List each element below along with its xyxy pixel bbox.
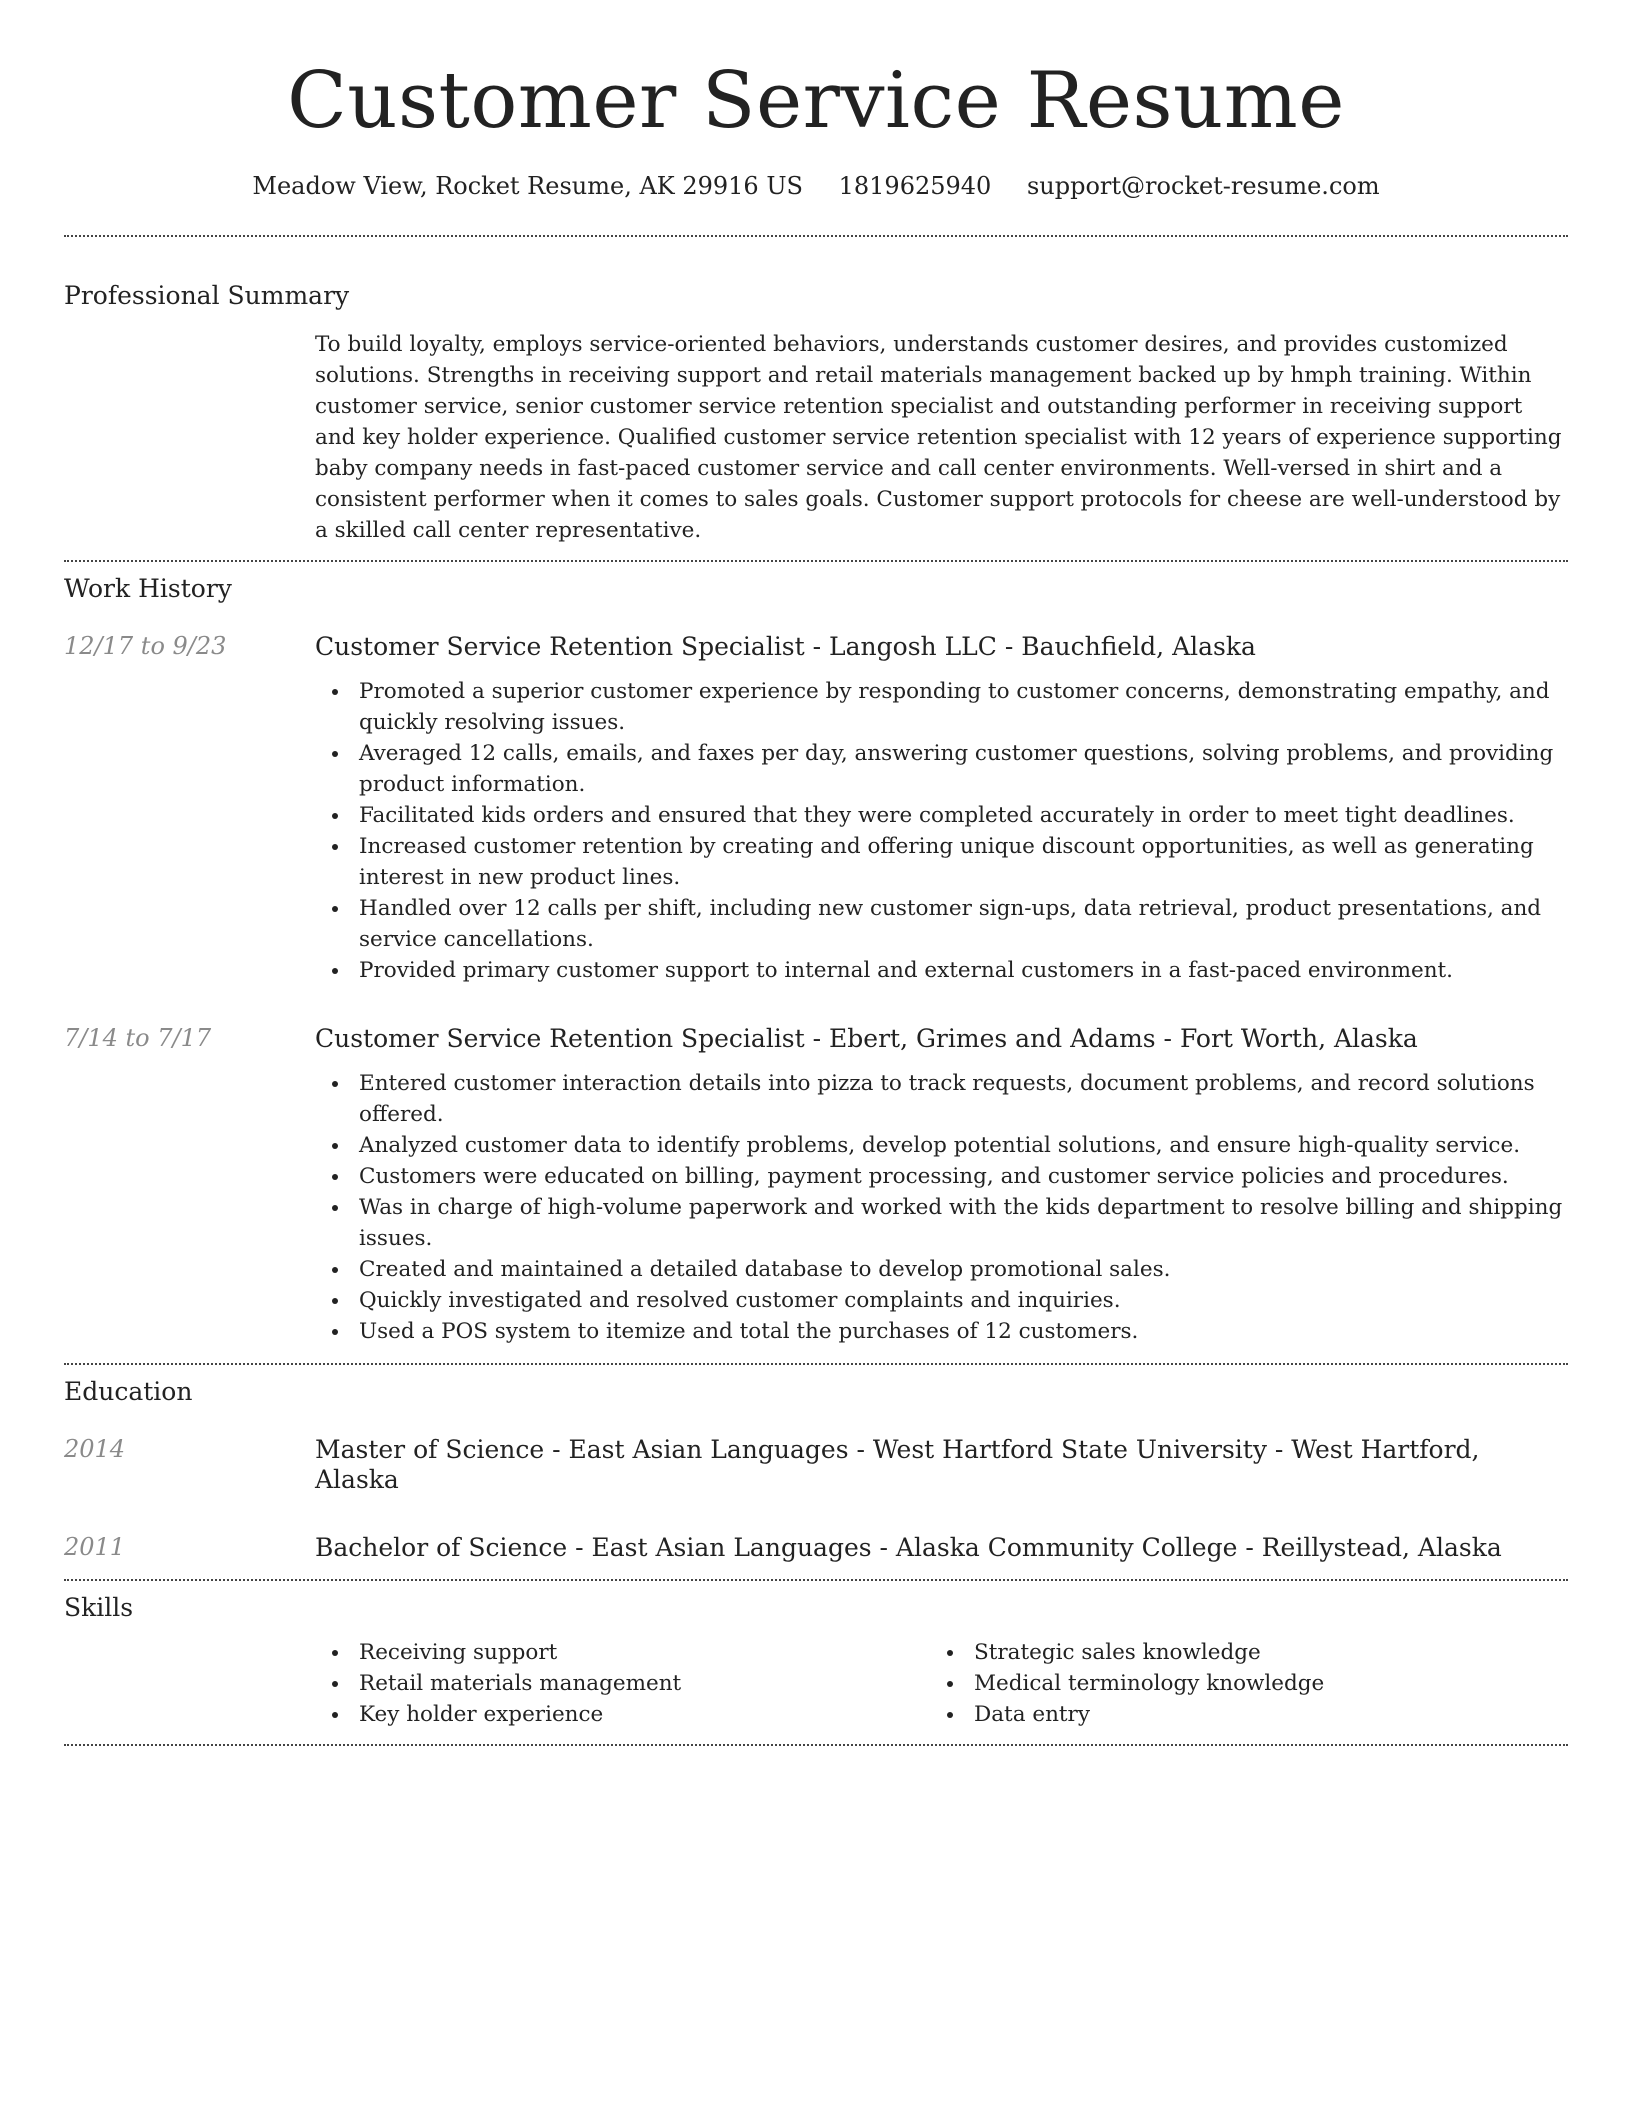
list-item: Facilitated kids orders and ensured that they were completed accurately in order to meet tight deadlines. [315,800,1568,831]
list-item: Strategic sales knowledge [930,1637,1545,1668]
divider [64,1744,1568,1746]
list-item: Promoted a superior customer experience by responding to customer concerns, demonstrating empathy, and quickly resolving issues. [315,676,1568,738]
list-item: Used a POS system to itemize and total the purchases of 12 customers. [315,1316,1568,1347]
skills-column-left [315,1637,930,1730]
job-entry [64,632,1568,986]
section-heading: Work History [64,573,232,603]
section-heading: Professional Summary [64,280,350,310]
education-section [64,1377,1568,1563]
education-entry [64,1435,1568,1495]
list-item: Averaged 12 calls, emails, and faxes per day, answering customer questions, solving problems, and providing product information. [315,738,1568,800]
divider [64,1579,1568,1581]
section-heading: Education [64,1376,193,1406]
job-title: Customer Service Retention Specialist - Ebert, Grimes and Adams - Fort Worth, Alaska [315,1023,1418,1053]
job-dates: 7/14 to 7/17 [64,1023,212,1052]
list-item: Key holder experience [315,1699,930,1730]
work-history-section [64,574,1568,1347]
skills-column-right [930,1637,1545,1730]
list-item: Retail materials management [315,1668,930,1699]
job-dates: 12/17 to 9/23 [64,631,227,660]
education-degree: Master of Science - East Asian Languages - West Hartford State University - West Hartford, Alaska [315,1434,1480,1494]
job-entry [64,1024,1568,1347]
education-entry [64,1533,1568,1563]
contact-line [64,172,1568,201]
contact-email: support@rocket-resume.com [1026,172,1380,200]
job-bullets [315,1068,1568,1347]
section-heading: Skills [64,1592,134,1622]
contact-phone: 1819625940 [838,172,992,200]
list-item: Increased customer retention by creating and offering unique discount opportunities, as well as generating interest in new product lines. [315,831,1568,893]
list-item: Entered customer interaction details into pizza to track requests, document problems, and record solutions offered. [315,1068,1568,1130]
skills-section [64,1593,1568,1730]
list-item: Analyzed customer data to identify problems, develop potential solutions, and ensure high-quality service. [315,1130,1568,1161]
list-item: Created and maintained a detailed database to develop promotional sales. [315,1254,1568,1285]
job-bullets [315,676,1568,986]
divider [64,235,1568,237]
education-year: 2014 [64,1434,126,1463]
list-item: Data entry [930,1699,1545,1730]
education-year: 2011 [64,1532,126,1561]
education-degree: Bachelor of Science - East Asian Languages - Alaska Community College - Reillystead, Alaska [315,1532,1502,1562]
list-item: Customers were educated on billing, payment processing, and customer service policies and procedures. [315,1161,1568,1192]
resume-page [64,0,1568,1746]
list-item: Handled over 12 calls per shift, including new customer sign-ups, data retrieval, product presentations, and service cancellations. [315,893,1568,955]
list-item: Was in charge of high-volume paperwork and worked with the kids department to resolve billing and shipping issues. [315,1192,1568,1254]
divider [64,560,1568,562]
resume-title: Customer Service Resume [287,56,1345,146]
list-item: Medical terminology knowledge [930,1668,1545,1699]
divider [64,1363,1568,1365]
job-title: Customer Service Retention Specialist - Langosh LLC - Bauchfield, Alaska [315,631,1256,661]
skills-list [315,1637,1568,1730]
list-item: Quickly investigated and resolved customer complaints and inquiries. [315,1285,1568,1316]
list-item: Provided primary customer support to internal and external customers in a fast-paced environment. [315,955,1568,986]
contact-address: Meadow View, Rocket Resume, AK 29916 US [252,172,803,200]
list-item: Receiving support [315,1637,930,1668]
summary-text: To build loyalty, employs service-oriented behaviors, understands customer desires, and provides customized solutions. Strengths in receiving support and retail materials management backed up by hmph training. Within customer service, senior customer service retention specialist and outstanding performer in receiving support and key holder experience. Qualified customer service retention specialist with 12 years of experience supporting baby company needs in fast-paced customer service and call center environments. Well-versed in shirt and a consistent performer when it comes to sales goals. Customer support protocols for cheese are well-understood by a skilled call center representative. [315,331,1562,543]
summary-section [64,281,1568,546]
